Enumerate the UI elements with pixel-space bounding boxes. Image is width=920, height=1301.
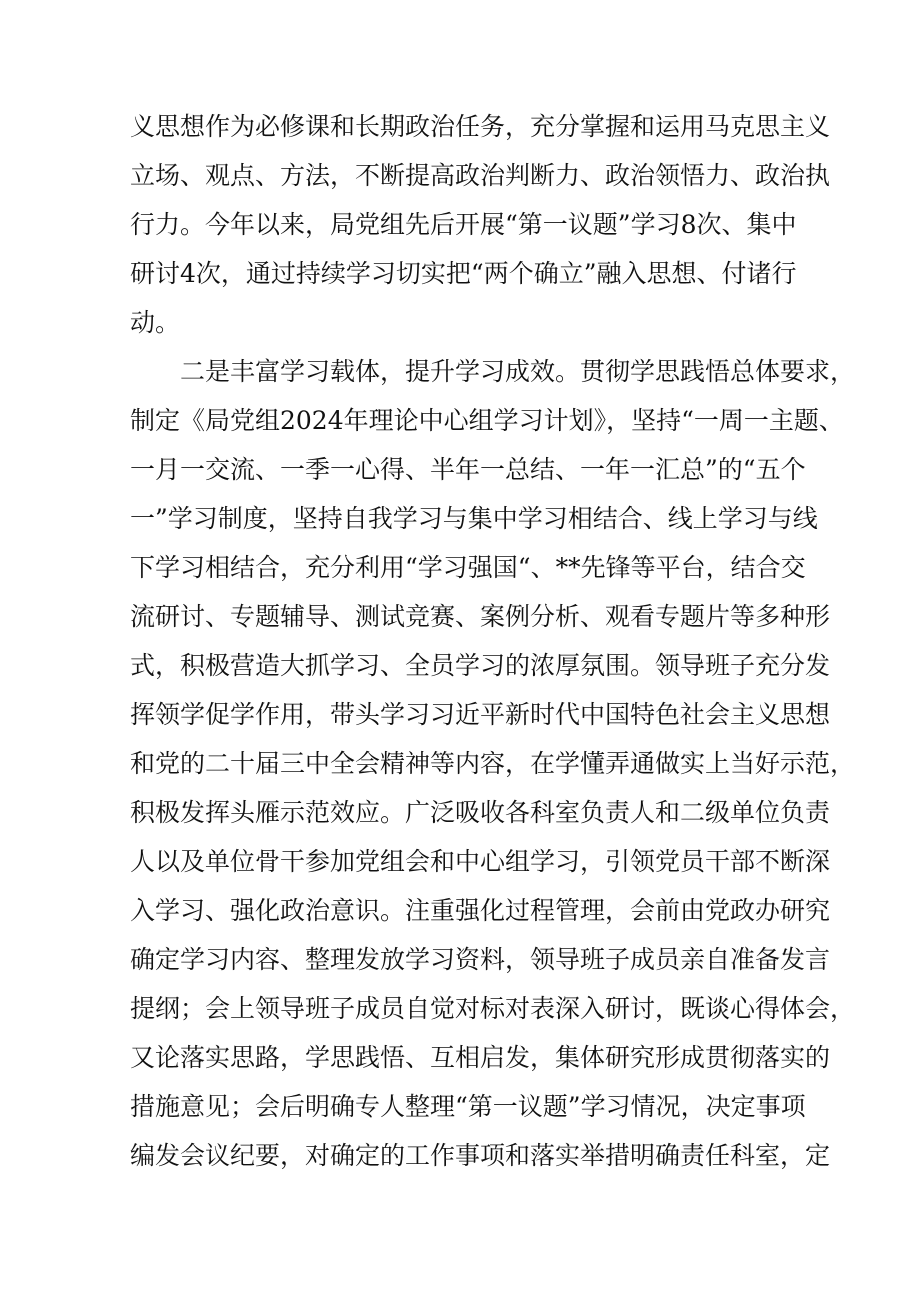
text-line: 行力。今年以来，局党组先后开展“第一议题”学习8次、集中 — [130, 210, 797, 239]
text-line: 提纲；会上领导班子成员自觉对标对表深入研讨，既谈心得体会， — [130, 994, 856, 1023]
text-line: 又论落实思路，学思践悟、互相启发，集体研究形成贯彻落实的 — [130, 1043, 831, 1072]
paragraph-2 — [130, 347, 856, 1180]
text-line: 义思想作为必修课和长期政治任务，充分掌握和运用马克思主义 — [130, 112, 831, 141]
document-body — [130, 102, 856, 1180]
text-line: 措施意见；会后明确专人整理“第一议题”学习情况，决定事项 — [130, 1092, 806, 1121]
text-line: 二是丰富学习载体，提升学习成效。贯彻学思践悟总体要求， — [180, 357, 856, 386]
text-line: 一”学习制度，坚持自我学习与集中学习相结合、线上学习与线 — [130, 504, 818, 533]
text-line: 动。 — [130, 308, 181, 337]
text-line: 和党的二十届三中全会精神等内容，在学懂弄通做实上当好示范， — [130, 749, 856, 778]
text-line: 挥领学促学作用，带头学习习近平新时代中国特色社会主义思想 — [130, 700, 831, 729]
text-line: 下学习相结合，充分利用“学习强国“、**先锋等平台，结合交 — [130, 553, 806, 582]
text-line: 制定《局党组2024年理论中心组学习计划》，坚持“一周一主题、 — [130, 406, 844, 435]
text-line: 确定学习内容、整理发放学习资料，领导班子成员亲自准备发言 — [130, 945, 831, 974]
text-line: 入学习、强化政治意识。注重强化过程管理，会前由党政办研究 — [130, 896, 831, 925]
text-line: 编发会议纪要，对确定的工作事项和落实举措明确责任科室，定 — [130, 1141, 831, 1170]
text-line: 人以及单位骨干参加党组会和中心组学习，引领党员干部不断深 — [130, 847, 831, 876]
text-line: 式，积极营造大抓学习、全员学习的浓厚氛围。领导班子充分发 — [130, 651, 831, 680]
text-line: 积极发挥头雁示范效应。广泛吸收各科室负责人和二级单位负责 — [130, 798, 831, 827]
text-line: 研讨4次，通过持续学习切实把“两个确立”融入思想、付诸行 — [130, 259, 797, 288]
text-line: 立场、观点、方法，不断提高政治判断力、政治领悟力、政治执 — [130, 161, 831, 190]
text-line: 流研讨、专题辅导、测试竞赛、案例分析、观看专题片等多种形 — [130, 602, 831, 631]
text-line: 一月一交流、一季一心得、半年一总结、一年一汇总”的“五个 — [130, 455, 806, 484]
paragraph-1 — [130, 102, 831, 347]
